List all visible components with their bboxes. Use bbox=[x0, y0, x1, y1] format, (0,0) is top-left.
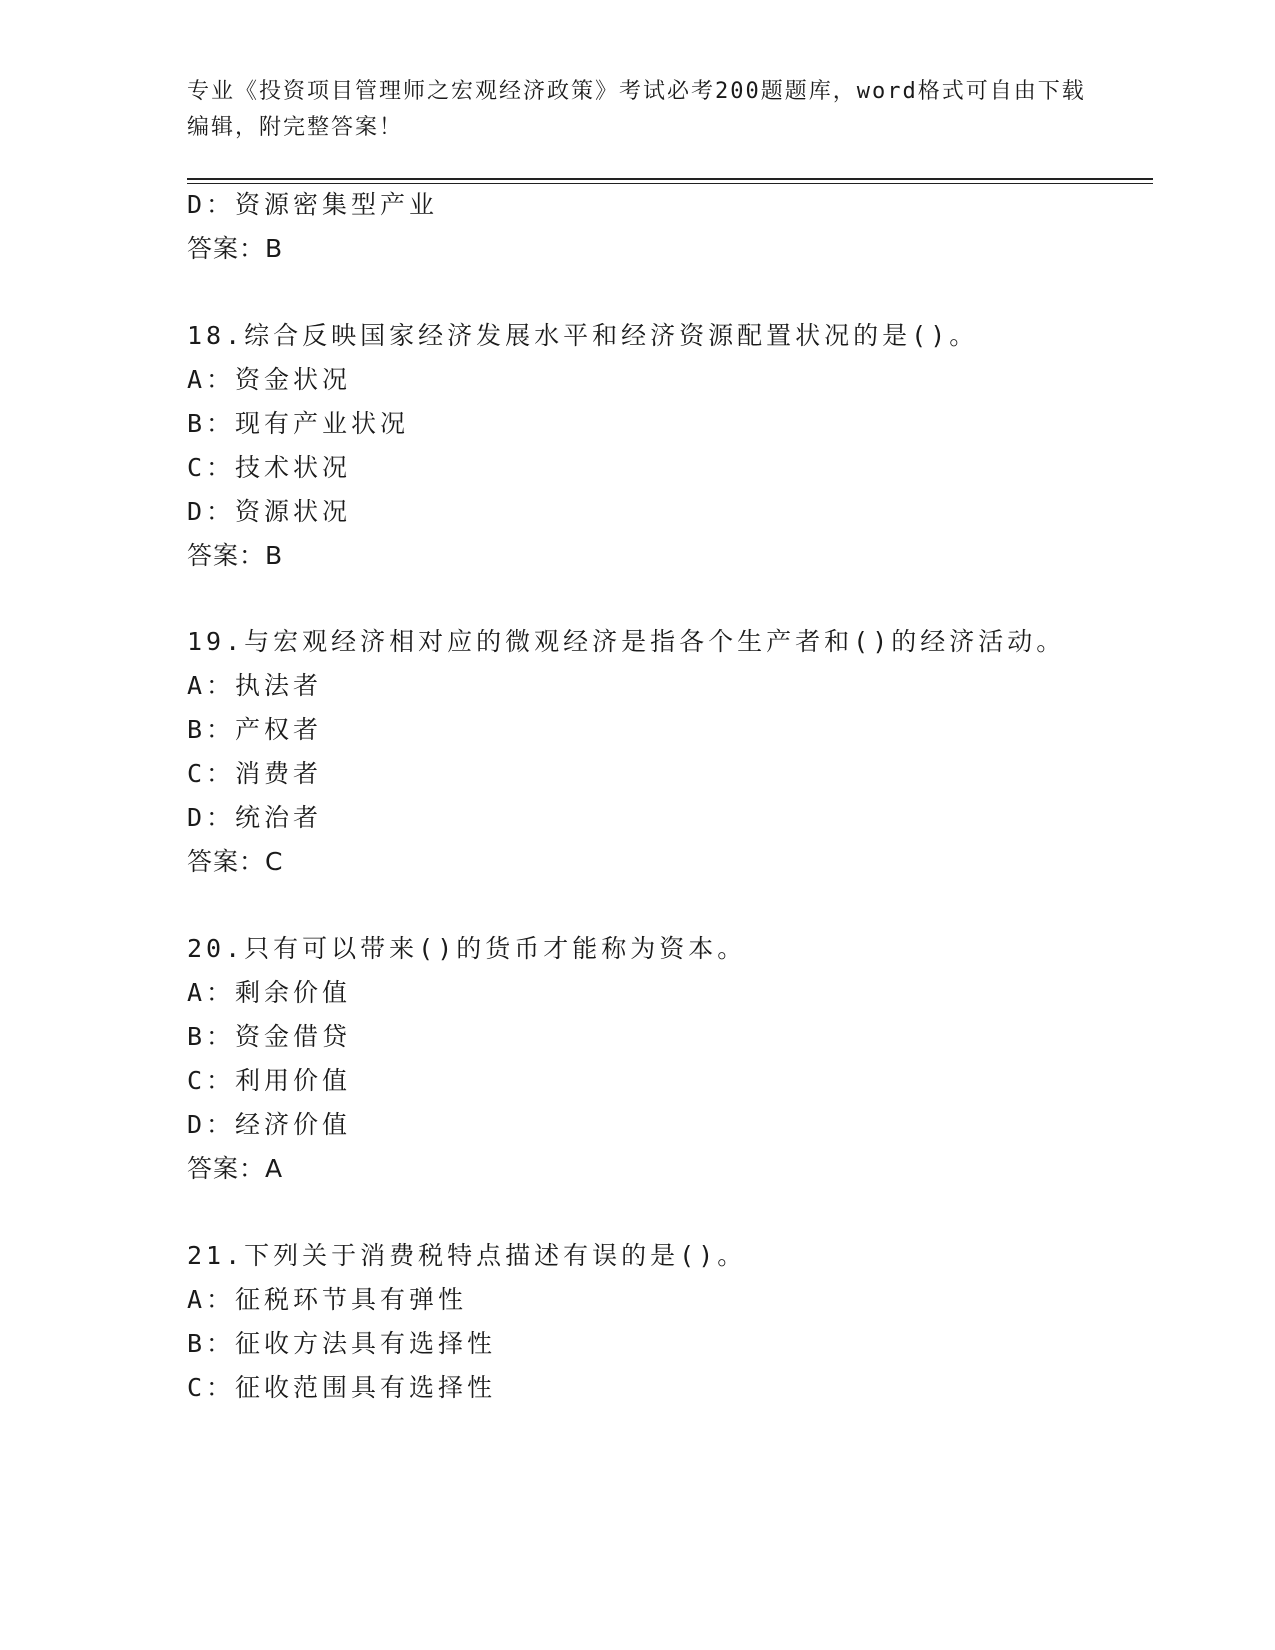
document-header: 专业《投资项目管理师之宏观经济政策》考试必考200题题库，word格式可自由下载编辑，附完整答案！ bbox=[187, 79, 1086, 140]
q18-question: 18.综合反映国家经济发展水平和经济资源配置状况的是()。 bbox=[187, 321, 979, 350]
q19-question: 19.与宏观经济相对应的微观经济是指各个生产者和()的经济活动。 bbox=[187, 627, 1066, 656]
q19-option-d: D：统治者 bbox=[187, 803, 323, 832]
q21-option-b: B：征收方法具有选择性 bbox=[187, 1329, 497, 1358]
q20-option-b: B：资金借贷 bbox=[187, 1022, 352, 1051]
q20-option-d: D：经济价值 bbox=[187, 1110, 352, 1139]
q20-option-c: C：利用价值 bbox=[187, 1066, 352, 1095]
header-divider bbox=[187, 178, 1153, 184]
q18-option-c: C：技术状况 bbox=[187, 453, 352, 482]
q19-option-b: B：产权者 bbox=[187, 715, 323, 744]
q20-option-a: A：剩余价值 bbox=[187, 978, 352, 1007]
q18-option-b: B：现有产业状况 bbox=[187, 409, 410, 438]
q20-answer: 答案：A bbox=[187, 1154, 284, 1183]
q20-question: 20.只有可以带来()的货币才能称为资本。 bbox=[187, 934, 747, 963]
q17-option-d: D：资源密集型产业 bbox=[187, 190, 439, 219]
q18-option-d: D：资源状况 bbox=[187, 497, 352, 526]
q18-option-a: A：资金状况 bbox=[187, 365, 352, 394]
q21-question: 21.下列关于消费税特点描述有误的是()。 bbox=[187, 1241, 747, 1270]
q21-option-c: C：征收范围具有选择性 bbox=[187, 1373, 497, 1402]
q19-option-a: A：执法者 bbox=[187, 671, 323, 700]
q18-answer: 答案：B bbox=[187, 541, 284, 570]
q21-option-a: A：征税环节具有弹性 bbox=[187, 1285, 468, 1314]
q19-option-c: C：消费者 bbox=[187, 759, 323, 788]
q19-answer: 答案：C bbox=[187, 847, 284, 876]
q17-answer: 答案：B bbox=[187, 234, 284, 263]
